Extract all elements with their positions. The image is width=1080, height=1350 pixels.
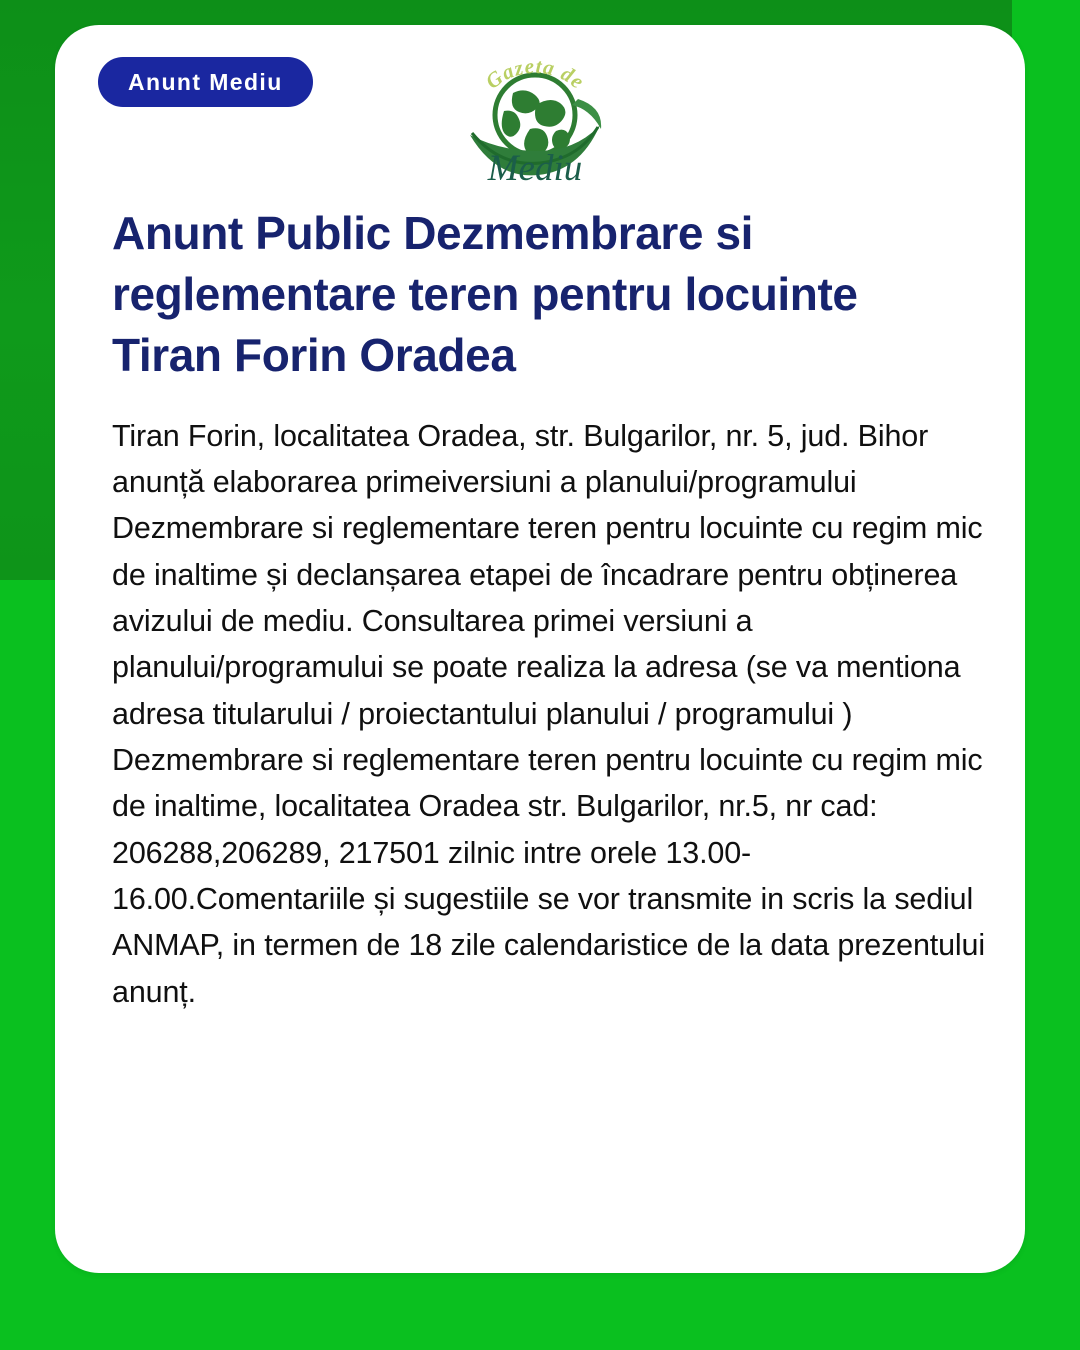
logo-arc-text: Gazeta de [480, 53, 590, 94]
logo-wordmark: Mediu [487, 148, 583, 187]
card-header [55, 25, 1025, 185]
announcement-card [55, 25, 1025, 1273]
gazeta-de-mediu-logo-icon [460, 39, 610, 187]
page-title: Anunt Public Dezmembrare si reglementare teren pentru locuinte Tiran Forin Oradea [112, 207, 858, 382]
announcement-body: Tiran Forin, localitatea Oradea, str. Bulgarilor, nr. 5, jud. Bihor anunță elaborarea primeiversiuni a planului/programului Dezmembrare si reglementare teren pentru locuinte cu regim mic de inaltime și declanșarea etapei de încadrare pentru obținerea avizului de mediu. Consultarea primei versiuni a planului/programului se poate realiza la adresa (se va mentiona adresa titularului / proiectantului planului / programului ) Dezmembrare si reglementare teren pentru locuinte cu regim mic de inaltime, localitatea Oradea str. Bulgarilor, nr.5, nr cad: 206288,206289, 217501 zilnic intre orele 13.00-16.00.Comentariile și sugestiile se vor transmite in scris la sediul ANMAP, in termen de 18 zile calendaristice de la data prezentului anunț. [112, 418, 985, 1009]
category-badge[interactable]: Anunt Mediu [98, 57, 313, 107]
